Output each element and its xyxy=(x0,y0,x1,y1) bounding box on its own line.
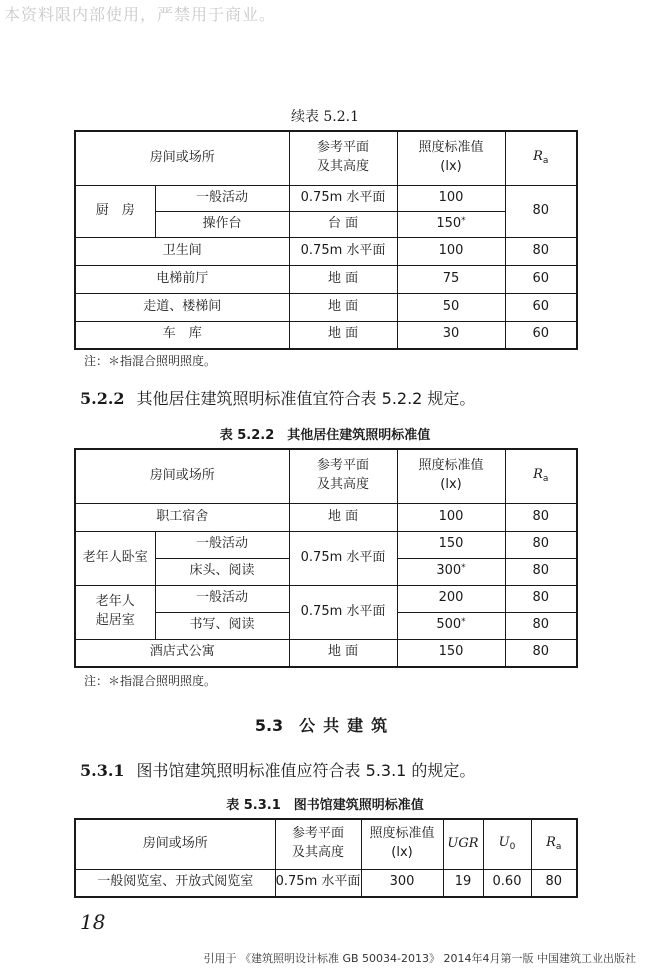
table3-header-row xyxy=(75,819,577,869)
cell-ra: 80 xyxy=(505,531,577,558)
cell-plane: 0.75m 水平面 xyxy=(275,869,361,897)
clause-number: 5.2.2 xyxy=(80,389,125,408)
table2-caption: 表 5.2.2 其他居住建筑照明标准值 xyxy=(219,428,431,443)
header-u0: $U_0$ xyxy=(483,819,531,869)
cell-u0: 0.60 xyxy=(483,869,531,897)
table3-caption: 表 5.3.1 图书馆建筑照明标准值 xyxy=(226,798,424,813)
cell-ra: 80 xyxy=(531,869,577,897)
cell-ra: 80 xyxy=(505,558,577,585)
table-row xyxy=(75,531,577,558)
table1-caption: 续表 5.2.1 xyxy=(290,109,360,125)
table1-header-row xyxy=(75,131,577,185)
table1-note: 注：＊指混合照明照度。 xyxy=(84,354,217,368)
cell-lux: 150 xyxy=(397,531,505,558)
cell-sub: 床头、阅读 xyxy=(155,558,289,585)
kitchen-label: 厨 房 xyxy=(75,185,155,237)
header-ra: $R_a$ xyxy=(531,819,577,869)
header-plane: 参考平面 及其高度 xyxy=(289,449,397,503)
cell-lux: 150 xyxy=(397,639,505,667)
cell-place: 一般阅览室、开放式阅览室 xyxy=(75,869,275,897)
clause-5-2-2 xyxy=(80,386,475,409)
cell-plane: 台 面 xyxy=(289,211,397,237)
cell-lux: 300 xyxy=(361,869,443,897)
cell-ra: 80 xyxy=(505,585,577,612)
table3 xyxy=(74,818,578,898)
cell-plane: 0.75m 水平面 xyxy=(289,531,397,585)
clause-5-3-1 xyxy=(80,758,475,781)
page-number: 18 xyxy=(80,910,106,934)
header-lux: 照度标准值 (lx) xyxy=(397,449,505,503)
cell-lux: 150* xyxy=(397,211,505,237)
table2-header-row xyxy=(75,449,577,503)
watermark-text: 本资料限内部使用，严禁用于商业。 xyxy=(4,5,277,24)
table2-note: 注：＊指混合照明照度。 xyxy=(84,674,217,688)
header-lux: 照度标准值 (lx) xyxy=(397,131,505,185)
cell-ra: 60 xyxy=(505,293,577,321)
header-place: 房间或场所 xyxy=(75,131,289,185)
elderly-living-label: 老年人 起居室 xyxy=(75,585,155,639)
cell-place: 走道、楼梯间 xyxy=(75,293,289,321)
cell-plane: 0.75m 水平面 xyxy=(289,185,397,211)
section-number: 5.3 xyxy=(254,716,284,735)
cell-place: 职工宿舍 xyxy=(75,503,289,531)
cell-plane: 地 面 xyxy=(289,265,397,293)
cell-lux: 100 xyxy=(397,237,505,265)
cell-ra: 80 xyxy=(505,185,577,237)
table-row xyxy=(75,503,577,531)
header-ra: $R_a$ xyxy=(505,131,577,185)
table-row xyxy=(75,185,577,211)
table-row xyxy=(75,321,577,349)
cell-plane: 0.75m 水平面 xyxy=(289,237,397,265)
cell-sub: 操作台 xyxy=(155,211,289,237)
cell-ra: 80 xyxy=(505,612,577,639)
cell-lux: 30 xyxy=(397,321,505,349)
cell-lux: 50 xyxy=(397,293,505,321)
header-plane: 参考平面 及其高度 xyxy=(289,131,397,185)
table-row xyxy=(75,639,577,667)
table-row xyxy=(75,237,577,265)
header-ugr: UGR xyxy=(443,819,483,869)
cell-lux: 300* xyxy=(397,558,505,585)
cell-sub: 书写、阅读 xyxy=(155,612,289,639)
cell-place: 卫生间 xyxy=(75,237,289,265)
cell-ra: 60 xyxy=(505,265,577,293)
cell-lux: 500* xyxy=(397,612,505,639)
header-place: 房间或场所 xyxy=(75,449,289,503)
table-row xyxy=(75,265,577,293)
clause-text: 图书馆建筑照明标准值应符合表 5.3.1 的规定。 xyxy=(136,761,476,780)
cell-sub: 一般活动 xyxy=(155,585,289,612)
elderly-bedroom-label: 老年人卧室 xyxy=(75,531,155,585)
cell-ra: 80 xyxy=(505,503,577,531)
cell-plane: 地 面 xyxy=(289,293,397,321)
header-plane: 参考平面 及其高度 xyxy=(275,819,361,869)
cell-ra: 80 xyxy=(505,639,577,667)
cell-sub: 一般活动 xyxy=(155,185,289,211)
cell-ra: 60 xyxy=(505,321,577,349)
section-heading-5-3 xyxy=(0,713,650,736)
cell-lux: 100 xyxy=(397,503,505,531)
cell-plane: 地 面 xyxy=(289,639,397,667)
cell-place: 电梯前厅 xyxy=(75,265,289,293)
header-lux: 照度标准值 (lx) xyxy=(361,819,443,869)
cell-plane: 0.75m 水平面 xyxy=(289,585,397,639)
table-row xyxy=(75,585,577,612)
section-title: 公共建筑 xyxy=(299,716,396,735)
cell-lux: 200 xyxy=(397,585,505,612)
clause-text: 其他居住建筑照明标准值宜符合表 5.2.2 规定。 xyxy=(136,389,476,408)
cell-place: 车 库 xyxy=(75,321,289,349)
cell-lux: 75 xyxy=(397,265,505,293)
cell-place: 酒店式公寓 xyxy=(75,639,289,667)
cell-lux: 100 xyxy=(397,185,505,211)
header-ra: $R_a$ xyxy=(505,449,577,503)
cell-plane: 地 面 xyxy=(289,321,397,349)
cell-ugr: 19 xyxy=(443,869,483,897)
table-row xyxy=(75,293,577,321)
cell-sub: 一般活动 xyxy=(155,531,289,558)
cell-ra: 80 xyxy=(505,237,577,265)
table2 xyxy=(74,448,578,668)
table1 xyxy=(74,130,578,350)
header-place: 房间或场所 xyxy=(75,819,275,869)
table-row xyxy=(75,869,577,897)
cell-plane: 地 面 xyxy=(289,503,397,531)
clause-number: 5.3.1 xyxy=(80,761,125,780)
source-footer: 引用于 《建筑照明设计标准 GB 50034-2013》 2014年4月第一版 中国建筑工业出版社 xyxy=(203,952,636,965)
